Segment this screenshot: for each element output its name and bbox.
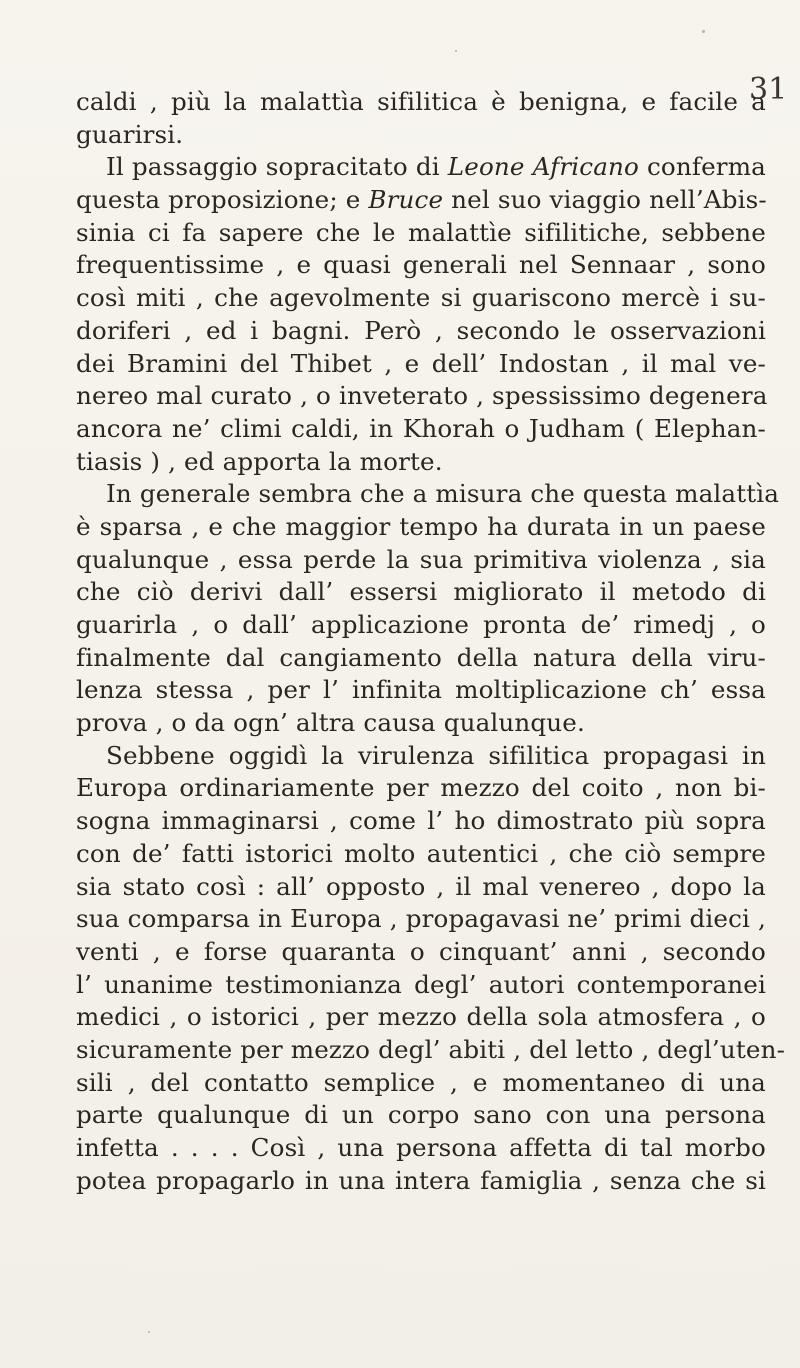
text-line	[76, 936, 766, 969]
text-line	[76, 86, 766, 119]
text-line	[76, 740, 766, 773]
text-segment: potea propagarlo in una intera famiglia , senza che si	[76, 1165, 766, 1195]
text-line	[76, 282, 766, 315]
text-segment: Il passaggio sopracitato di	[106, 152, 448, 182]
text-line	[76, 1099, 766, 1132]
text-line	[76, 1132, 766, 1165]
text-line	[76, 969, 766, 1002]
text-line	[76, 871, 766, 904]
text-line	[76, 184, 766, 217]
text-line	[76, 642, 766, 675]
text-line	[76, 707, 766, 740]
page-number: 31	[749, 72, 788, 107]
text-segment: è sparsa , e che maggior tempo ha durata in un paese	[76, 511, 766, 541]
text-segment: conferma	[638, 152, 766, 182]
text-segment: Europa ordinariamente per mezzo del coito , non bi-	[76, 773, 766, 803]
text-segment: nel suo viaggio nell’Abis-	[443, 185, 767, 215]
text-segment: medici , o istorici , per mezzo della sola atmosfera , o	[76, 1002, 766, 1032]
text-segment: questa proposizione; e	[76, 185, 369, 215]
text-line	[76, 1034, 786, 1067]
text-segment: sogna immaginarsi , come l’ ho dimostrato più sopra	[76, 806, 766, 836]
text-line	[76, 903, 766, 936]
text-segment: guarirsi.	[76, 119, 184, 149]
text-segment: lenza stessa , per l’ infinita moltiplicazione ch’ essa	[76, 675, 766, 705]
text-segment: con de’ fatti istorici molto autentici , che ciò sempre	[76, 838, 766, 868]
italic-text: Leone Africano	[447, 152, 639, 182]
text-line	[76, 1165, 766, 1198]
text-line	[76, 217, 766, 250]
paper-speck	[455, 50, 457, 52]
text-line	[76, 772, 766, 805]
text-segment: sicuramente per mezzo degl’ abiti , del letto , degl’uten-	[76, 1034, 786, 1064]
text-line	[76, 413, 766, 446]
italic-text: Bruce	[368, 185, 444, 215]
text-segment: caldi , più la malattìa sifilitica è benigna, e facile a	[76, 87, 766, 116]
text-segment: sili , del contatto semplice , e momentaneo di una	[76, 1067, 766, 1097]
text-segment: In generale sembra che a misura che questa malattìa	[106, 479, 780, 509]
text-segment: sia stato così : all’ opposto , il mal venereo , dopo la	[76, 871, 766, 901]
text-segment: dei Bramini del Thibet , e dell’ Indostan , il mal ve-	[76, 348, 766, 378]
text-segment: l’ unanime testimonianza degl’ autori contemporanei	[76, 969, 766, 999]
text-line	[76, 478, 780, 511]
text-line	[76, 446, 766, 479]
text-line	[76, 315, 766, 348]
text-segment: nereo mal curato , o inveterato , spessissimo degenera	[76, 381, 768, 411]
text-line	[76, 1001, 766, 1034]
text-segment: doriferi , ed i bagni. Però , secondo le osservazioni	[76, 315, 766, 345]
text-segment: sinia ci fa sapere che le malattìe sifilitiche, sebbene	[76, 217, 766, 247]
text-line	[76, 576, 766, 609]
text-line	[76, 249, 766, 282]
text-segment: sua comparsa in Europa , propagavasi ne’ primi dieci ,	[76, 904, 766, 934]
text-segment: infetta . . . . Così , una persona affetta di tal morbo	[76, 1133, 766, 1162]
text-segment: prova , o da ogn’ altra causa qualunque.	[76, 708, 585, 738]
text-segment: finalmente dal cangiamento della natura della viru-	[76, 642, 766, 672]
text-line	[76, 1067, 766, 1100]
text-line	[76, 119, 766, 152]
text-line	[76, 380, 766, 413]
text-segment: Sebbene oggidì la virulenza sifilitica propagasi in	[106, 740, 766, 770]
text-line	[76, 838, 766, 871]
text-segment: qualunque , essa perde la sua primitiva violenza , sia	[76, 544, 766, 574]
text-line	[76, 151, 766, 184]
paper-speck	[702, 30, 705, 33]
text-segment: così miti , che agevolmente si guariscono mercè i su-	[76, 283, 766, 313]
text-segment: ancora ne’ climi caldi, in Khorah o Judham ( Elephan-	[76, 413, 766, 443]
text-segment: che ciò derivi dall’ essersi migliorato il metodo di	[76, 577, 766, 607]
text-line	[76, 609, 766, 642]
text-segment: venti , e forse quaranta o cinquant’ anni , secondo	[76, 936, 766, 966]
text-segment: parte qualunque di un corpo sano con una persona	[76, 1100, 766, 1130]
paper-speck	[148, 1331, 150, 1333]
text-line	[76, 511, 766, 544]
text-line	[76, 805, 766, 838]
text-segment: guarirla , o dall’ applicazione pronta de’ rimedj , o	[76, 610, 766, 639]
text-line	[76, 348, 766, 381]
text-line	[76, 674, 766, 707]
text-segment: tiasis ) , ed apporta la morte.	[76, 446, 443, 476]
text-segment: frequentissime , e quasi generali nel Sennaar , sono	[76, 250, 766, 280]
text-line	[76, 544, 766, 577]
